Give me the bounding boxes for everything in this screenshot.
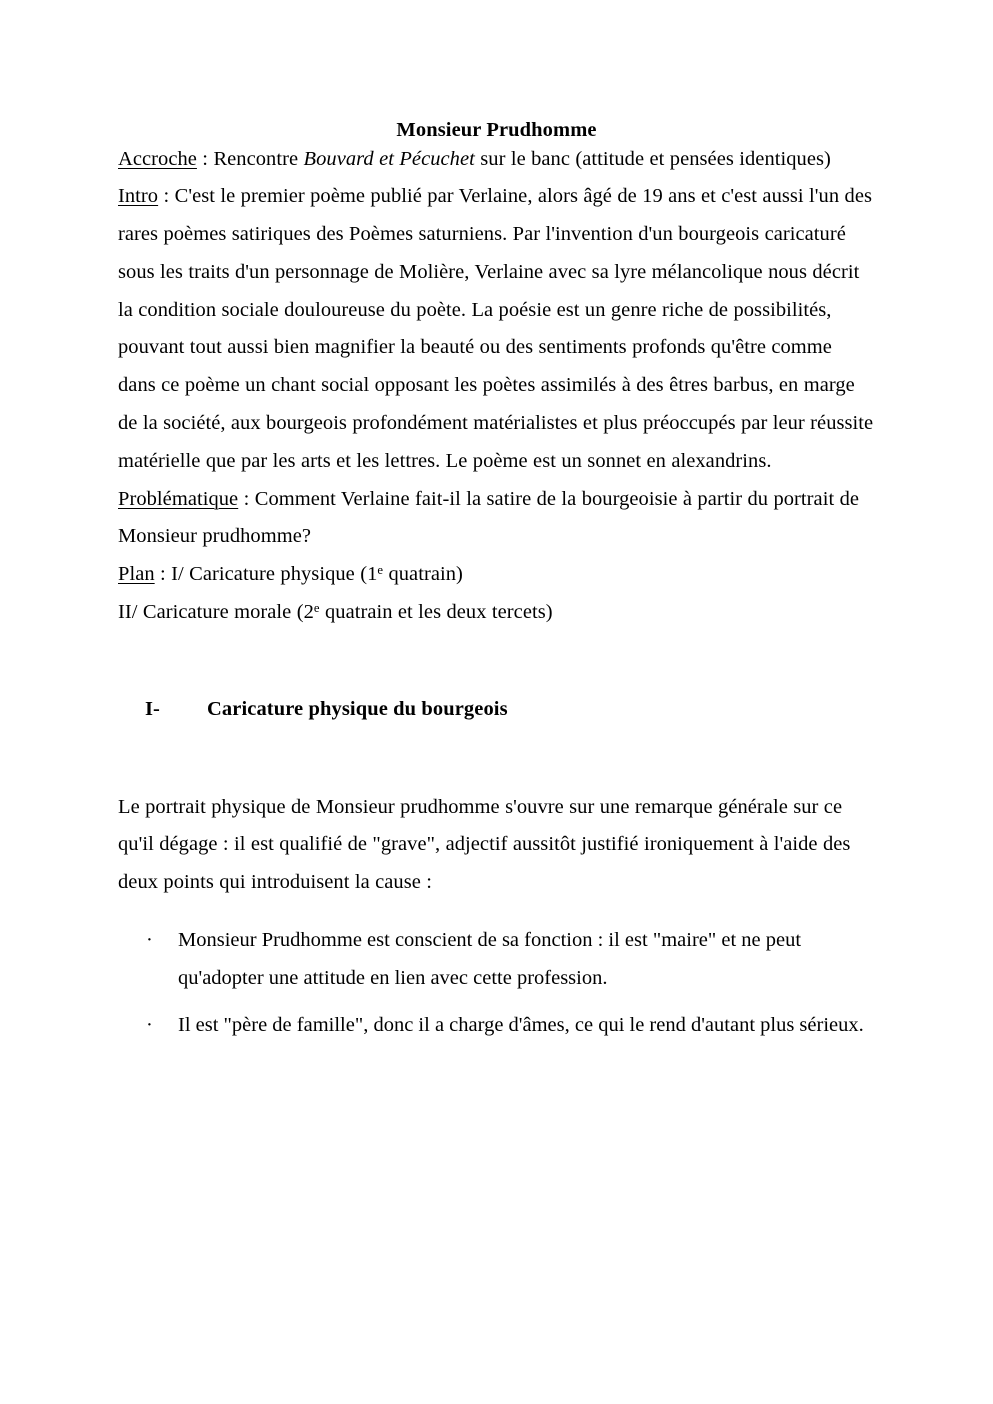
plan-line2-before: II/ Caricature morale (2	[118, 601, 314, 624]
accroche-separator: :	[196, 147, 214, 170]
list-item-text: Monsieur Prudhomme est conscient de sa fonction : il est "maire" et ne peut qu'adopter une attitude en lien avec cette profession.	[178, 929, 802, 989]
page-title: Monsieur Prudhomme	[396, 119, 597, 141]
section-number: I-	[145, 697, 160, 720]
label-problematique: Problématique	[118, 487, 239, 510]
label-intro: Intro	[118, 185, 159, 208]
list-item	[146, 1007, 875, 1045]
accroche-text-before: Rencontre	[213, 147, 304, 170]
paragraph-plan-line1	[118, 556, 875, 594]
part-one-body	[118, 789, 875, 1045]
paragraph-problematique	[118, 481, 875, 557]
bullet-list	[118, 922, 875, 1044]
paragraph-part-one-intro: Le portrait physique de Monsieur prudhomme s'ouvre sur une remarque générale sur ce qu'il dégage : il est qualifié de "grave", adjectif aussitôt justifié ironiquement à l'aide des deux points qui introduisent la cause :	[118, 795, 851, 894]
bullet-dot-icon: ·	[146, 1013, 153, 1036]
list-item	[146, 922, 875, 998]
document-body	[118, 141, 875, 632]
paragraph-accroche	[118, 141, 875, 179]
label-plan: Plan	[118, 563, 155, 586]
paragraph-plan-line2	[118, 594, 875, 632]
list-item-text: Il est "père de famille", donc il a charge d'âmes, ce qui le rend d'autant plus sérieux.	[178, 1013, 864, 1036]
accroche-italic-work: Bouvard et Pécuchet	[303, 147, 475, 170]
plan-line1-ordinal-sup: e	[377, 563, 384, 578]
label-accroche: Accroche	[118, 147, 197, 170]
bullet-dot-icon: ·	[146, 929, 153, 952]
plan-line1-before: I/ Caricature physique (1	[171, 563, 378, 586]
intro-text: C'est le premier poème publié par Verlaine, alors âgé de 19 ans et c'est aussi l'un des rares poèmes satiriques des Poèmes saturniens. Par l'invention d'un bourgeois caricaturé sous les traits d'un personnage de Molière, Verlaine avec sa lyre mélancolique nous décrit la condition sociale douloureuse du poète. La poésie est un genre riche de possibilités, pouvant tout aussi bien magnifier la beauté ou des sentiments profonds qu'être comme dans ce poème un chant social opposant les poètes assimilés à des êtres barbus, en marge de la société, aux bourgeois profondément matérialistes et plus préoccupés par leur réussite matérielle que par les arts et les lettres. Le poème est un sonnet en alexandrins.	[118, 185, 874, 472]
intro-separator: :	[158, 185, 175, 208]
plan-line2-after: quatrain et les deux tercets)	[319, 601, 553, 624]
plan-line1-after: quatrain)	[383, 563, 463, 586]
problematique-text: Comment Verlaine fait-il la satire de la bourgeoisie à partir du portrait de Monsieur prudhomme?	[118, 487, 860, 548]
plan-line2-ordinal-sup: e	[313, 600, 320, 615]
section-heading-part-one	[145, 632, 993, 729]
paragraph-intro	[118, 178, 875, 480]
heading-spacer	[0, 729, 993, 789]
plan-separator: :	[154, 563, 172, 586]
accroche-text-after: sur le banc (attitude et pensées identiques)	[474, 147, 831, 170]
section-title: Caricature physique du bourgeois	[207, 697, 508, 720]
problematique-separator: :	[238, 487, 255, 510]
